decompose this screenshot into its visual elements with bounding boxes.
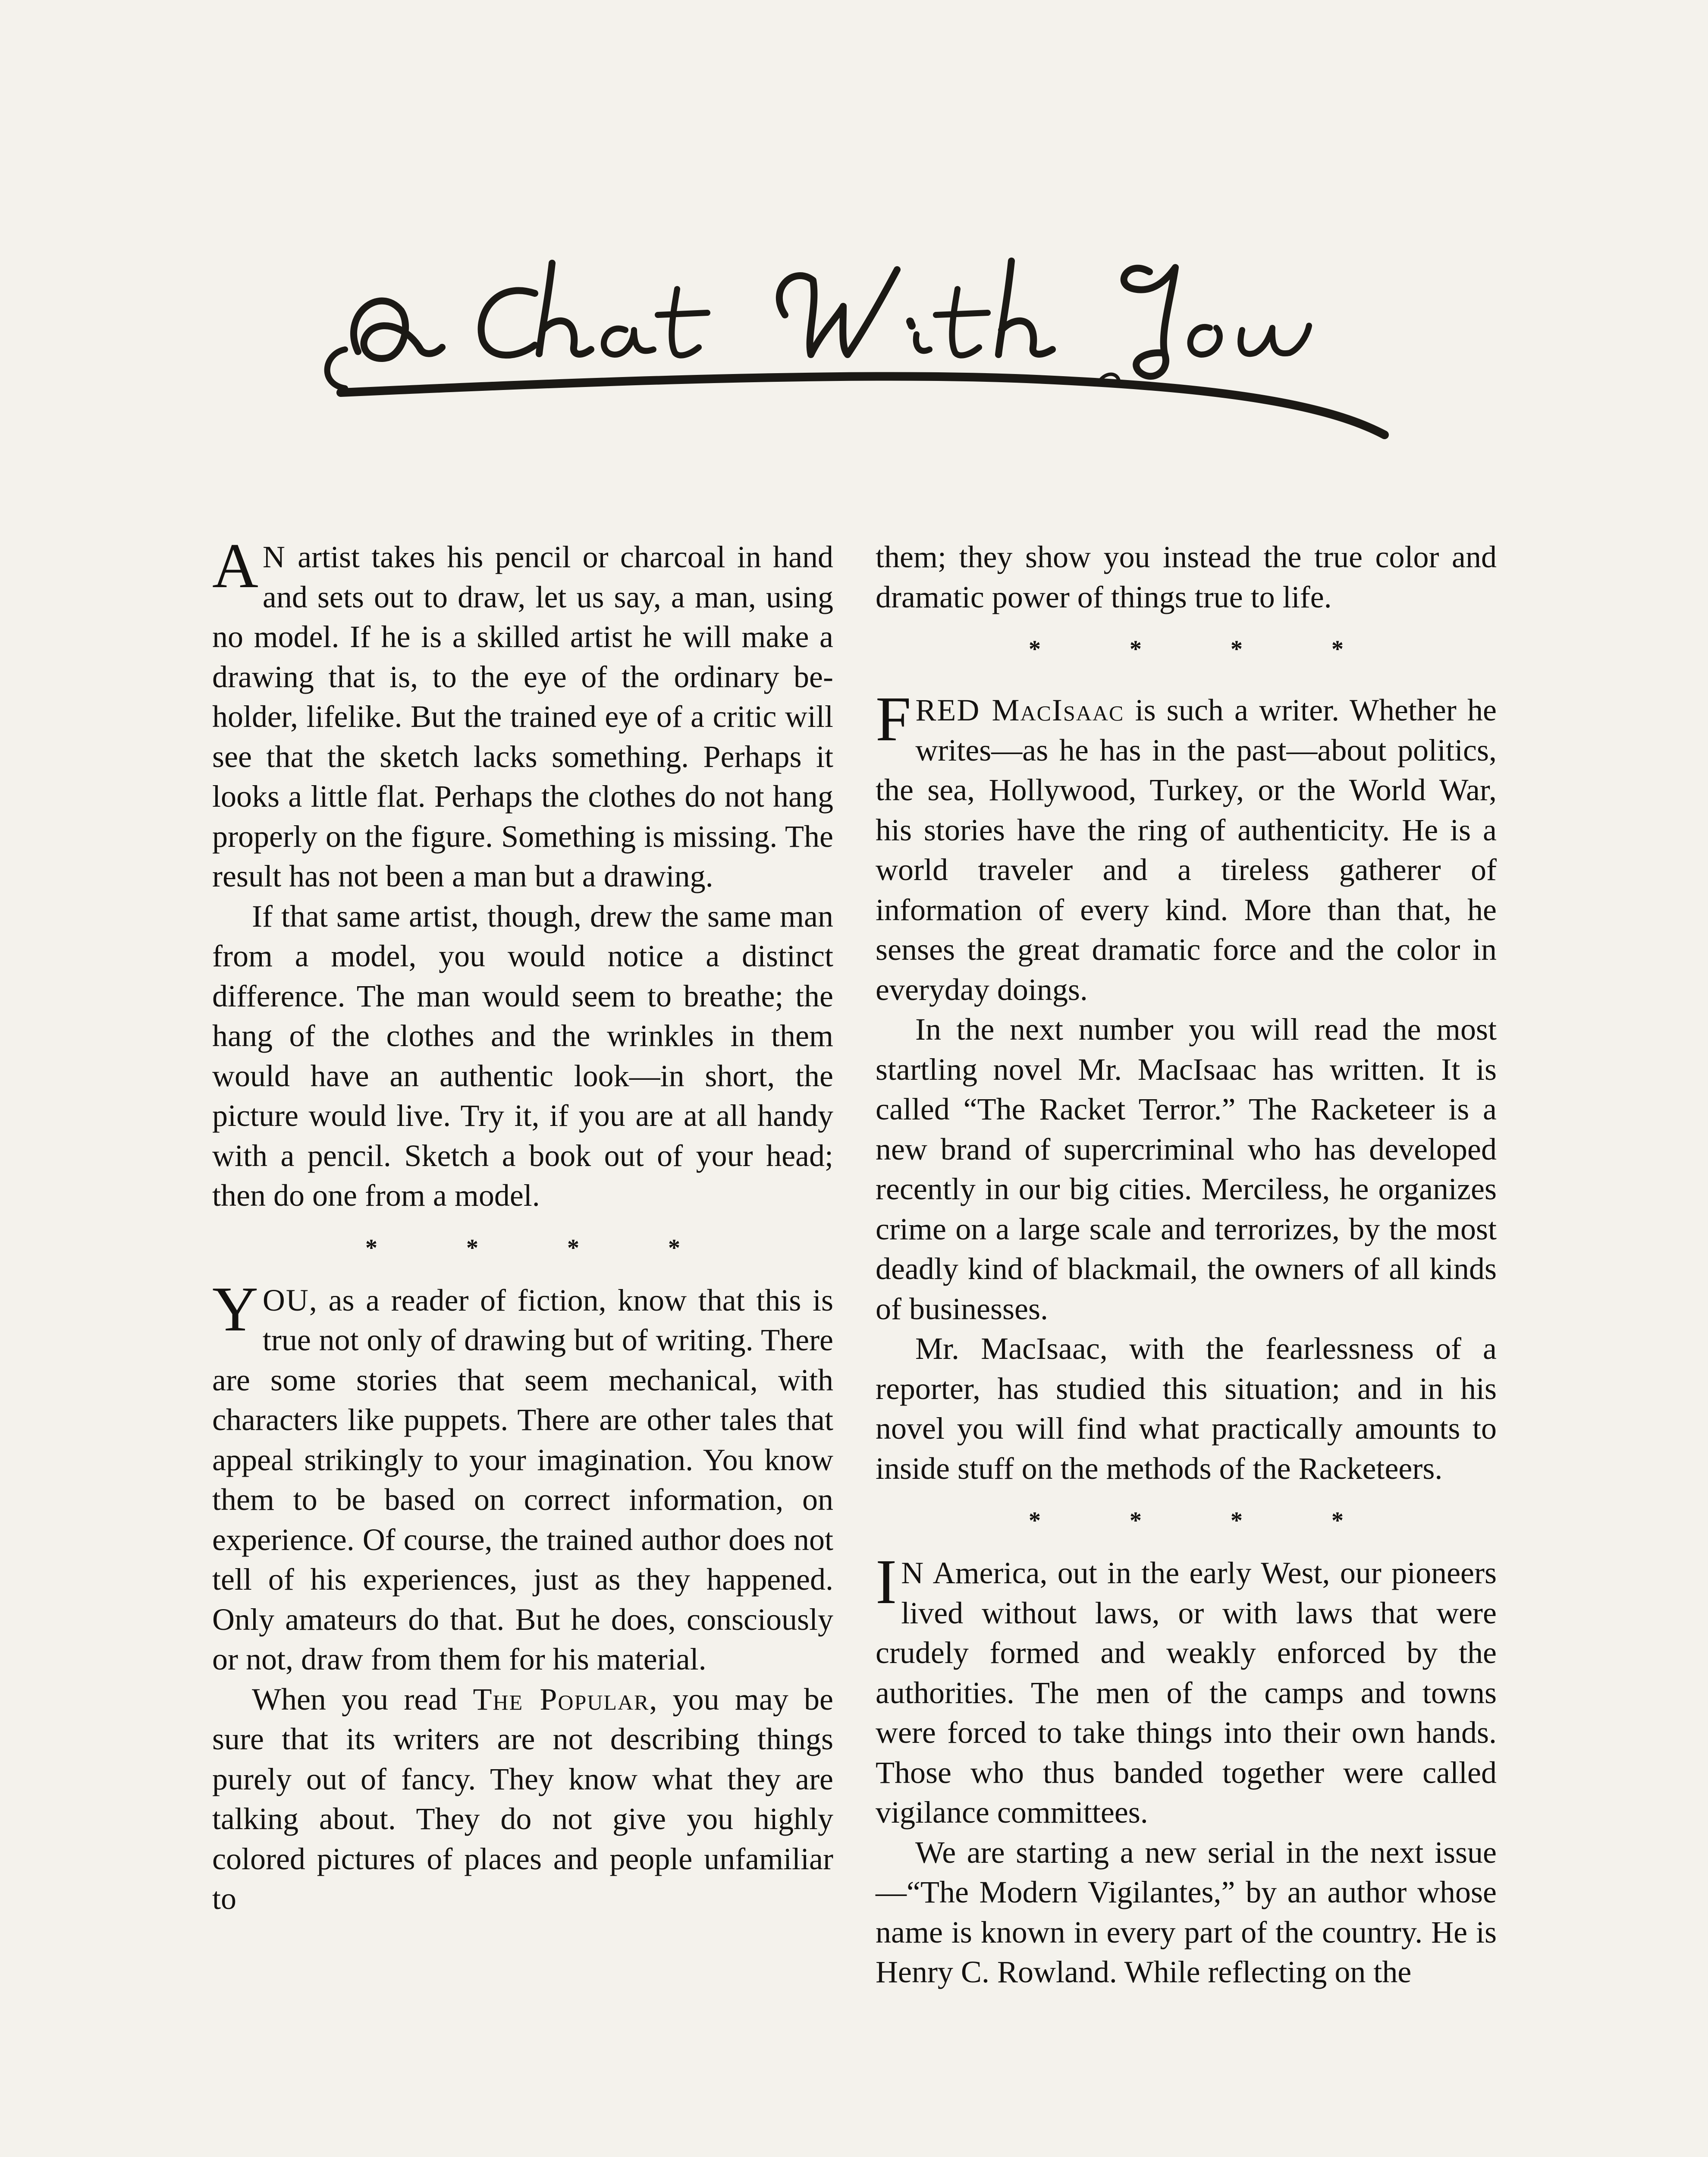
- section-divider: * * * *: [1029, 636, 1385, 663]
- paragraph-body: is such a writer. Whether he writes—as he has in the past—about politics, the sea, Hollywood, Turkey, or the World War, his stories have the ring of authenticity. He is a world traveler and a tireless gatherer of information of every kind. More than that, he senses the great dramatic force and the color in everyday doings.: [876, 693, 1497, 1007]
- paragraph: them; they show you instead the true color and dramatic power of things true to life.: [876, 540, 1497, 614]
- section-divider: * * * *: [365, 1234, 722, 1261]
- magazine-name: The Popular: [473, 1682, 650, 1717]
- drop-cap: F: [876, 684, 911, 755]
- drop-cap: Y: [212, 1273, 258, 1345]
- section-divider: * * * *: [1029, 1507, 1385, 1534]
- paragraph: [876, 1547, 1497, 1833]
- lead-word: N: [262, 540, 286, 574]
- handwritten-title-graphic: [293, 242, 1406, 500]
- drop-cap: I: [876, 1547, 897, 1617]
- paragraph-text: , you may be sure that its writers are not describing things purely out of fancy. They know what they are talking about. They do not give you highly colored pictures of places and people unfamiliar to: [212, 1682, 833, 1916]
- paragraph: If that same artist, though, drew the same man from a model, you would notice a distinct difference. The man would seem to breathe; the hang of the clothes and the wrinkles in them would have an authentic look—in short, the picture would live. Try it, if you are at all handy with a pencil. Sketch a book out of your head; then do one from a model.: [212, 899, 833, 1213]
- lead-word: OU: [262, 1283, 309, 1317]
- paragraph: [212, 531, 833, 896]
- paragraph: Mr. MacIsaac, with the fearlessness of a reporter, has studied this situation; and in his novel you will find what practically amounts to inside stuff on the methods of the Racketeers.: [876, 1331, 1497, 1486]
- paragraph-body: artist takes his pencil or charcoal in hand and sets out to draw, let us say, a man, using no model. If he is a skilled artist he will make a drawing that is, to the eye of the ordinary beholder, lifelike. But the trained eye of a critic will see that the sketch lacks something. Perhaps it looks a little flat. Perhaps the clothes do not hang properly on the figure. Something is missing. The result has not been a man but a drawing.: [212, 540, 833, 893]
- paragraph: [212, 1679, 833, 1919]
- author-name: MacIsaac: [980, 693, 1124, 727]
- left-column: [212, 531, 833, 1919]
- paragraph: We are starting a new serial in the next issue—“The Modern Vigilantes,” by an author whose name is known in every part of the country. He is Henry C. Rowland. While reflecting on the: [876, 1835, 1497, 1989]
- paragraph-body: , as a reader of fiction, know that this is true not only of drawing but of writing. There are some stories that seem mechanical, with characters like puppets. There are other tales that appeal strikingly to your imagination. You know them to be based on correct information, on experience. Of course, the trained author does not tell of his experiences, just as they happened. Only amateurs do that. But he does, consciously or not, draw from them for his material.: [212, 1283, 833, 1676]
- paragraph: [876, 684, 1497, 1009]
- paragraph: In the next number you will read the most startling novel Mr. MacIsaac has written. It is called “The Racket Terror.” The Racketeer is a new brand of supercriminal who has developed recently in our big cities. Merciless, he organizes crime on a large scale and terrorizes, by the most deadly kind of blackmail, the owners of all kinds of businesses.: [876, 1012, 1497, 1326]
- lead-word: RED: [915, 693, 980, 727]
- drop-cap: A: [212, 531, 258, 601]
- handwritten-title: [293, 242, 1406, 500]
- right-column: [876, 537, 1497, 1992]
- lead-word: N: [901, 1556, 925, 1590]
- paragraph-text: When you read: [252, 1682, 473, 1717]
- paragraph: [212, 1273, 833, 1679]
- paragraph-body: America, out in the early West, our pioneers lived without laws, or with laws that were crudely formed and weakly enforced by the authorities. The men of the camps and towns were forced to take things into their own hands. Those who thus banded together were called vigilance committees.: [876, 1556, 1497, 1830]
